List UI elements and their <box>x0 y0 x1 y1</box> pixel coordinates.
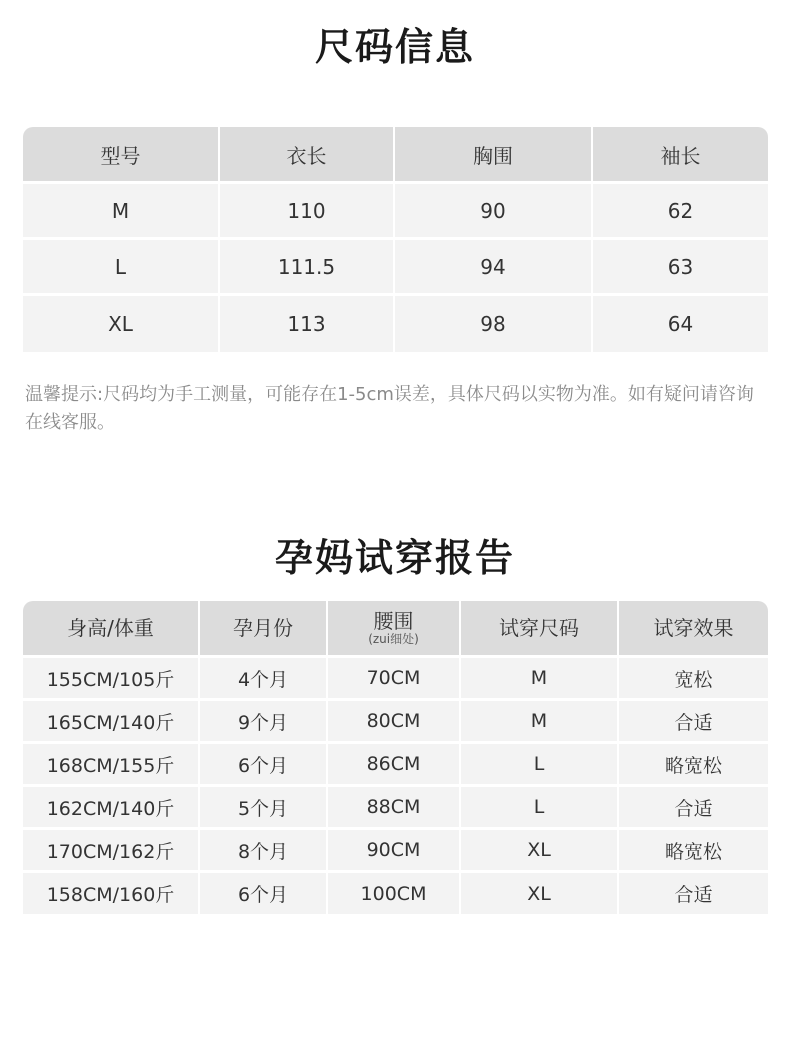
height-weight-cell: 168CM/155斤 <box>23 744 200 787</box>
waist-cell: 90CM <box>328 830 461 873</box>
size-info-title: 尺码信息 <box>314 25 475 69</box>
sleeve-cell: 62 <box>593 184 768 240</box>
header-pregnancy-month: 孕月份 <box>200 601 328 658</box>
size-table <box>23 127 768 352</box>
table-row <box>23 184 768 240</box>
month-cell: 6个月 <box>200 873 328 914</box>
height-weight-cell: 158CM/160斤 <box>23 873 200 914</box>
effect-cell: 合适 <box>619 701 768 744</box>
header-waist <box>328 601 461 658</box>
waist-cell: 100CM <box>328 873 461 914</box>
size-cell: M <box>23 184 220 240</box>
table-row <box>23 240 768 296</box>
try-size-cell: XL <box>461 873 619 914</box>
table-row <box>23 701 768 744</box>
table-row <box>23 744 768 787</box>
try-on-report-table <box>23 601 768 914</box>
table-row <box>23 830 768 873</box>
header-sleeve: 袖长 <box>593 127 768 184</box>
header-length: 衣长 <box>220 127 395 184</box>
try-size-cell: XL <box>461 830 619 873</box>
try-size-cell: M <box>461 658 619 701</box>
table-row <box>23 296 768 352</box>
length-cell: 110 <box>220 184 395 240</box>
header-waist-sub: (zui细处) <box>368 632 419 646</box>
length-cell: 113 <box>220 296 395 352</box>
bust-cell: 90 <box>395 184 593 240</box>
month-cell: 6个月 <box>200 744 328 787</box>
effect-cell: 略宽松 <box>619 830 768 873</box>
header-bust: 胸围 <box>395 127 593 184</box>
header-model: 型号 <box>23 127 220 184</box>
height-weight-cell: 155CM/105斤 <box>23 658 200 701</box>
size-table-header-row <box>23 127 768 184</box>
size-cell: XL <box>23 296 220 352</box>
height-weight-cell: 170CM/162斤 <box>23 830 200 873</box>
try-size-cell: M <box>461 701 619 744</box>
header-try-effect: 试穿效果 <box>619 601 768 658</box>
table-row <box>23 787 768 830</box>
month-cell: 5个月 <box>200 787 328 830</box>
report-table-header-row <box>23 601 768 658</box>
header-waist-label: 腰围 <box>373 609 414 633</box>
try-on-report-title: 孕妈试穿报告 <box>274 536 515 580</box>
table-row <box>23 873 768 914</box>
bust-cell: 94 <box>395 240 593 296</box>
header-height-weight: 身高/体重 <box>23 601 200 658</box>
waist-cell: 80CM <box>328 701 461 744</box>
table-row <box>23 658 768 701</box>
measurement-note: 温馨提示:尺码均为手工测量，可能存在1-5cm误差，具体尺码以实物为准。如有疑问请咨询在线客服。 <box>25 384 754 433</box>
waist-cell: 88CM <box>328 787 461 830</box>
effect-cell: 合适 <box>619 873 768 914</box>
height-weight-cell: 162CM/140斤 <box>23 787 200 830</box>
bust-cell: 98 <box>395 296 593 352</box>
effect-cell: 宽松 <box>619 658 768 701</box>
length-cell: 111.5 <box>220 240 395 296</box>
try-size-cell: L <box>461 787 619 830</box>
size-cell: L <box>23 240 220 296</box>
height-weight-cell: 165CM/140斤 <box>23 701 200 744</box>
month-cell: 4个月 <box>200 658 328 701</box>
sleeve-cell: 64 <box>593 296 768 352</box>
try-size-cell: L <box>461 744 619 787</box>
sleeve-cell: 63 <box>593 240 768 296</box>
month-cell: 8个月 <box>200 830 328 873</box>
waist-cell: 86CM <box>328 744 461 787</box>
month-cell: 9个月 <box>200 701 328 744</box>
effect-cell: 合适 <box>619 787 768 830</box>
effect-cell: 略宽松 <box>619 744 768 787</box>
header-try-size: 试穿尺码 <box>461 601 619 658</box>
waist-cell: 70CM <box>328 658 461 701</box>
